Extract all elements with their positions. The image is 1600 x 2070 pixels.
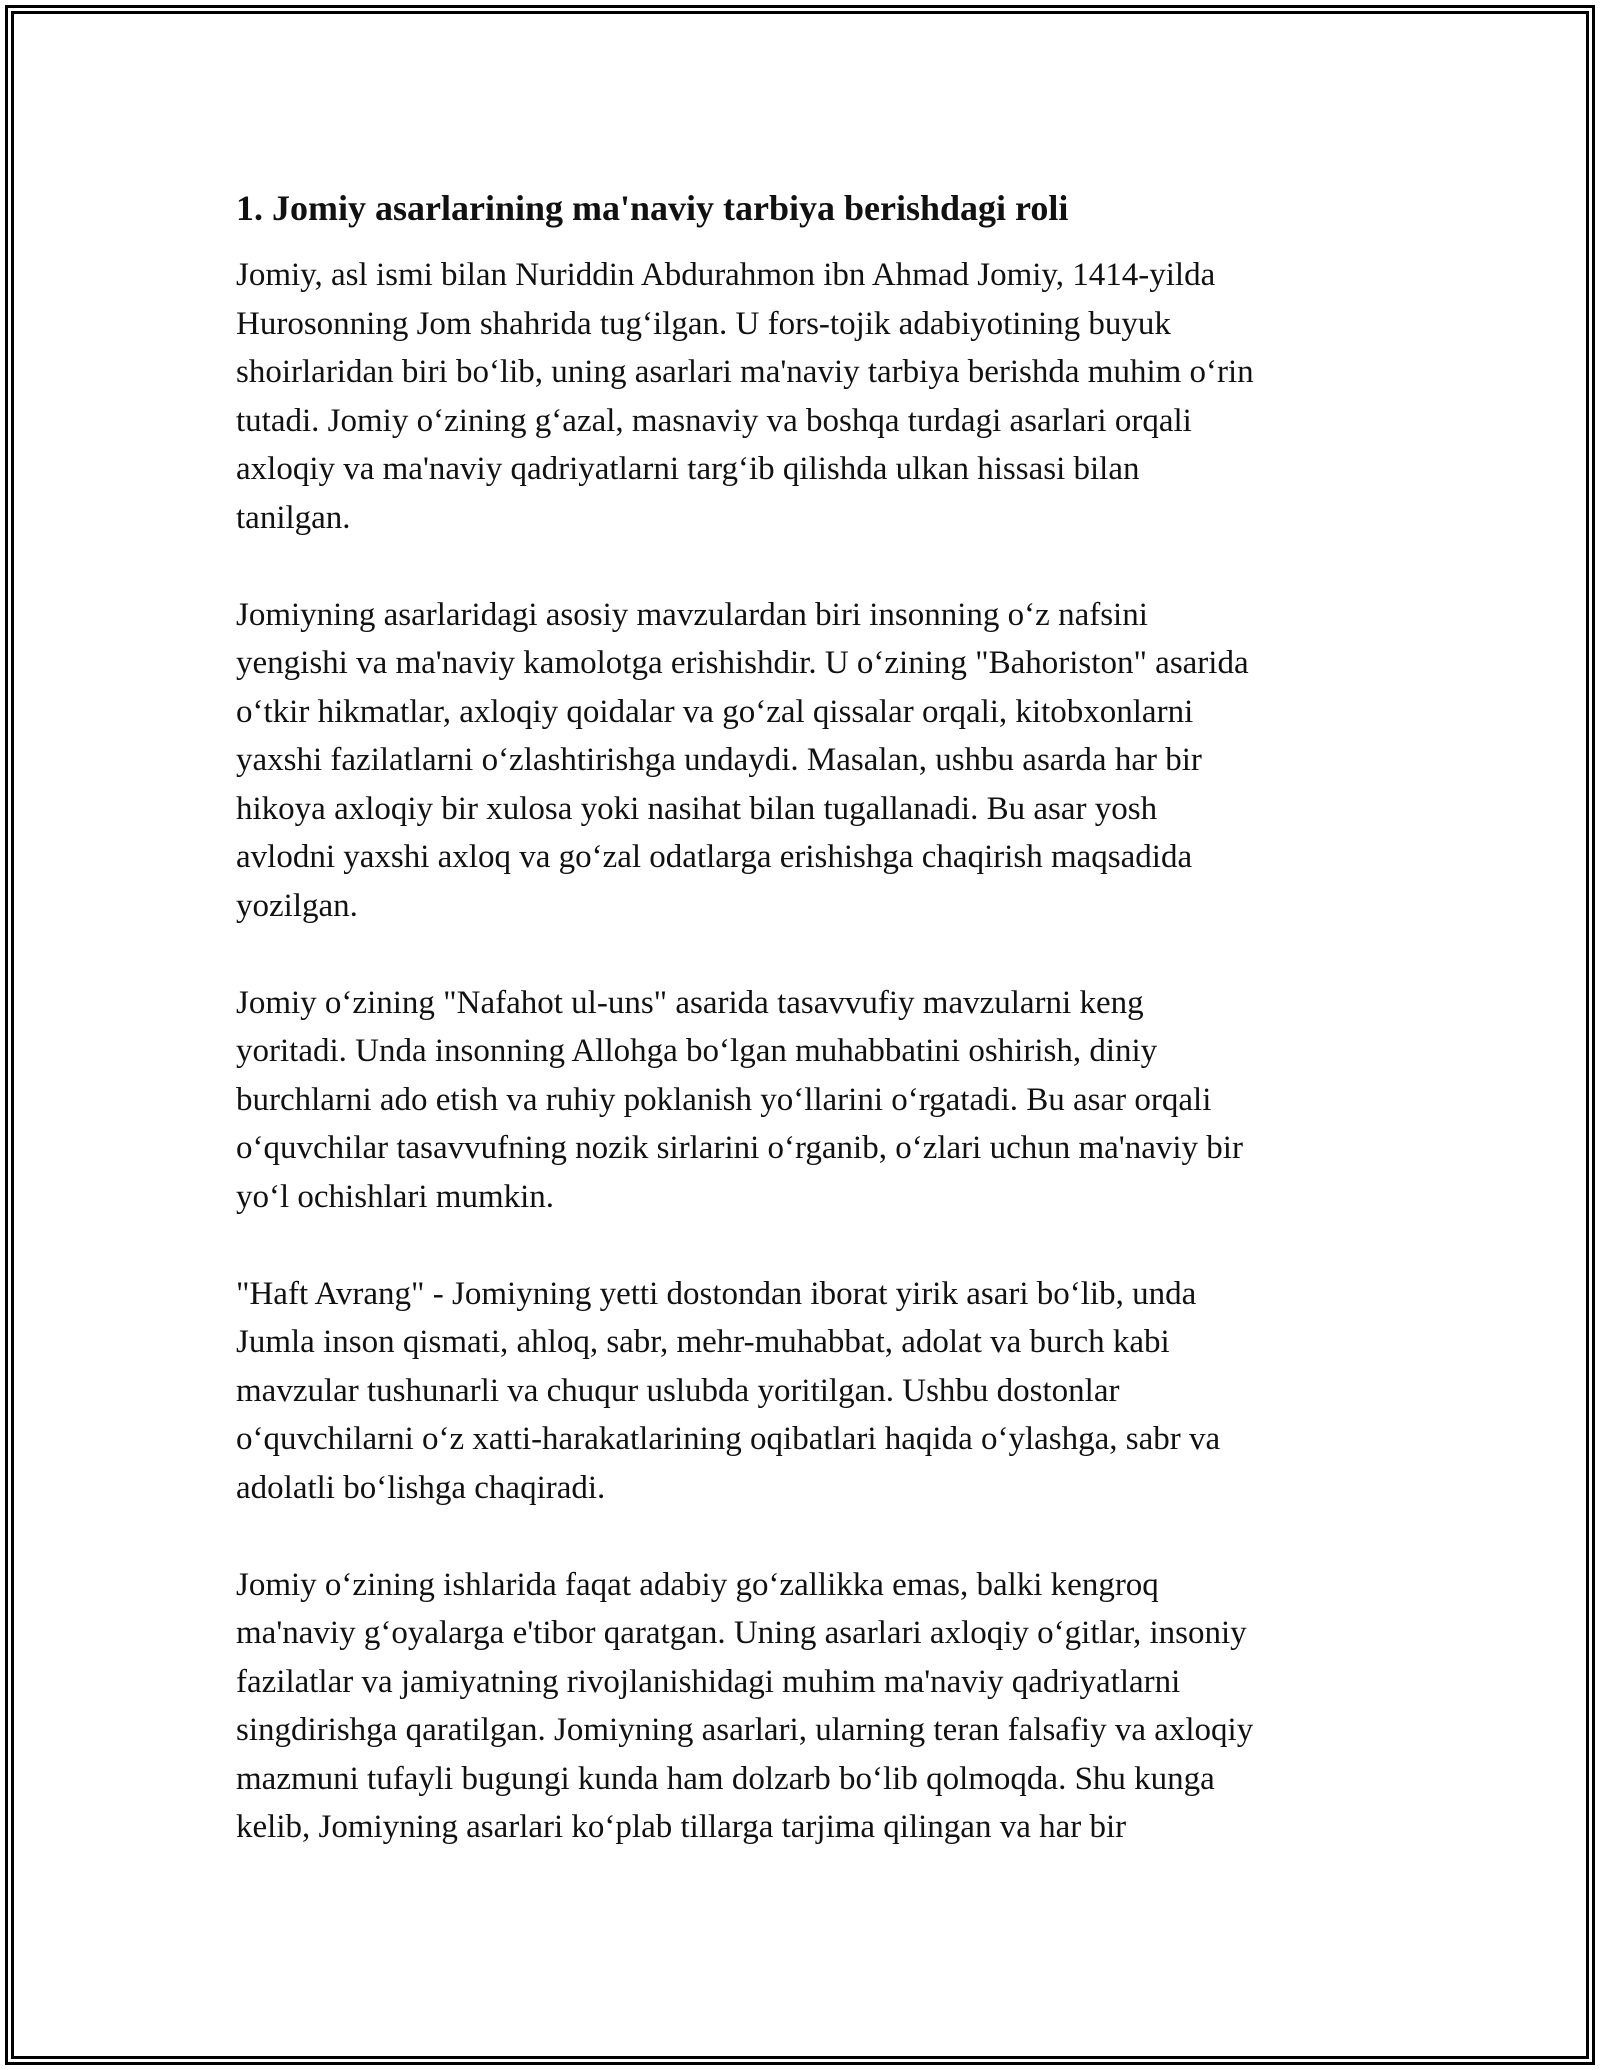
paragraph (236, 979, 1376, 1222)
text-line: shoirlaridan biri bo‘lib, uning asarlari ma'naviy tarbiya berishda muhim o‘rin (236, 354, 1254, 390)
text-line: kelib, Jomiyning asarlari ko‘plab tillarga tarjima qilingan va har bir (236, 1809, 1127, 1845)
text-line: avlodni yaxshi axloq va go‘zal odatlarga erishishga chaqirish maqsadida (236, 839, 1193, 875)
text-line: Jumla inson qismati, ahloq, sabr, mehr-muhabbat, adolat va burch kabi (236, 1324, 1170, 1360)
text-line: mavzular tushunarli va chuqur uslubda yoritilgan. Ushbu dostonlar (236, 1372, 1120, 1409)
text-line: yo‘l ochishlari mumkin. (236, 1178, 555, 1215)
text-line: hikoya axloqiy bir xulosa yoki nasihat bilan tugallanadi. Bu asar yosh (236, 790, 1158, 827)
text-line: mazmuni tufayli bugungi kunda ham dolzarb bo‘lib qolmoqda. Shu kunga (236, 1760, 1215, 1797)
text-line: Jomiy, asl ismi bilan Nuriddin Abdurahmon ibn Ahmad Jomiy, 1414-yilda (236, 257, 1216, 293)
text-line: yengishi va ma'naviy kamolotga erishishdir. U o‘zining "Bahoriston" asarida (236, 645, 1249, 681)
text-line: Jomiy o‘zining ishlarida faqat adabiy go‘zallikka emas, balki kengroq (236, 1566, 1159, 1603)
text-line: "Haft Avrang" - Jomiyning yetti dostondan iborat yirik asari bo‘lib, unda (236, 1275, 1197, 1312)
text-line: singdirishga qaratilgan. Jomiyning asarlari, ularning teran falsafiy va axloqiy (236, 1712, 1254, 1748)
paragraph (236, 1270, 1376, 1513)
text-line: Jomiy o‘zining "Nafahot ul-uns" asarida tasavvufiy mavzularni keng (236, 984, 1144, 1021)
text-line: o‘quvchilar tasavvufning nozik sirlarini o‘rganib, o‘zlari uchun ma'naviy bir (236, 1130, 1243, 1166)
document-body (236, 185, 1376, 1900)
text-line: adolatli bo‘lishga chaqiradi. (236, 1469, 606, 1506)
text-line: o‘quvchilarni o‘z xatti-harakatlarining oqibatlari haqida o‘ylashga, sabr va (236, 1421, 1221, 1457)
section-heading: 1. Jomiy asarlarining ma'naviy tarbiya berishdagi roli (236, 188, 1069, 228)
paragraph (236, 251, 1376, 542)
text-line: axloqiy va ma'naviy qadriyatlarni targ‘ib qilishda ulkan hissasi bilan (236, 451, 1140, 487)
paragraph (236, 1561, 1376, 1852)
text-line: o‘tkir hikmatlar, axloqiy qoidalar va go‘zal qissalar orqali, kitobxonlarni (236, 693, 1194, 730)
text-line: yozilgan. (236, 887, 358, 924)
text-line: yoritadi. Unda insonning Allohga bo‘lgan muhabbatini oshirish, diniy (236, 1033, 1158, 1069)
text-line: tanilgan. (236, 499, 351, 536)
text-line: tutadi. Jomiy o‘zining g‘azal, masnaviy va boshqa turdagi asarlari orqali (236, 402, 1192, 439)
paragraph (236, 591, 1376, 931)
text-line: ma'naviy g‘oyalarga e'tibor qaratgan. Uning asarlari axloqiy o‘gitlar, insoniy (236, 1615, 1247, 1651)
text-line: yaxshi fazilatlarni o‘zlashtirishga undaydi. Masalan, ushbu asarda har bir (236, 742, 1202, 778)
text-line: burchlarni ado etish va ruhiy poklanish yo‘llarini o‘rgatadi. Bu asar orqali (236, 1081, 1212, 1118)
text-line: fazilatlar va jamiyatning rivojlanishidagi muhim ma'naviy qadriyatlarni (236, 1663, 1181, 1700)
text-line: Jomiyning asarlaridagi asosiy mavzulardan biri insonning o‘z nafsini (236, 596, 1148, 633)
text-line: Hurosonning Jom shahrida tug‘ilgan. U fors-tojik adabiyotining buyuk (236, 305, 1171, 342)
paragraph-container (236, 251, 1376, 1852)
